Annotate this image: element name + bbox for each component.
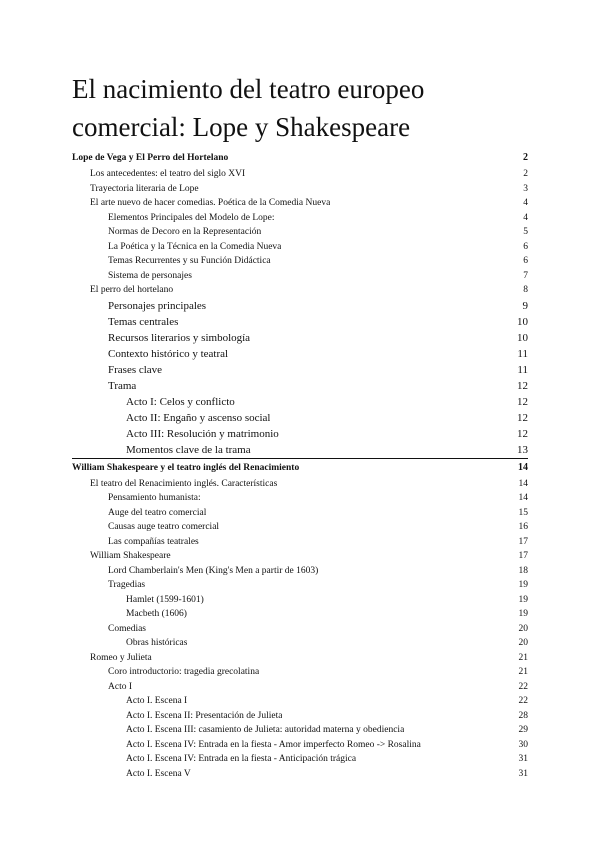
toc-entry[interactable] — [72, 665, 528, 680]
toc-entry-label: La Poética y la Técnica en la Comedia Nueva — [108, 241, 282, 252]
toc-entry-label: Normas de Decoro en la Representación — [108, 227, 262, 237]
toc-entry-label: Pensamiento humanista: — [108, 493, 201, 503]
toc-entry-label: Hamlet (1599-1601) — [126, 594, 204, 605]
toc-entry[interactable] — [72, 410, 528, 426]
toc-entry-label: Acto II: Engaño y ascenso social — [126, 411, 271, 424]
toc-entry[interactable] — [72, 578, 528, 593]
toc-entry-page-number: 20 — [518, 638, 528, 648]
toc-entry-label: Macbeth (1606) — [126, 609, 187, 619]
toc-entry-page-number: 31 — [518, 768, 528, 779]
toc-entry-label: Acto I. Escena I — [126, 696, 188, 706]
toc-entry[interactable] — [72, 564, 528, 579]
toc-entry-page-number: 9 — [522, 299, 528, 312]
toc-entry-label: Recursos literarios y simbología — [108, 331, 251, 344]
toc-entry-label: Temas Recurrentes y su Función Didáctica — [108, 256, 271, 266]
toc-entry-page-number: 6 — [523, 256, 528, 266]
toc-entry-page-number: 16 — [518, 522, 528, 532]
toc-entry-label: Comedias — [108, 623, 146, 634]
toc-entry-label: Acto III: Resolución y matrimonio — [126, 427, 279, 440]
toc-entry-label: Temas centrales — [108, 315, 179, 328]
toc-entry-label: Momentos clave de la trama — [126, 443, 251, 456]
toc-entry[interactable] — [72, 607, 528, 622]
toc-entry-page-number: 2 — [523, 169, 528, 179]
toc-entry[interactable] — [72, 269, 528, 284]
toc-entry[interactable] — [72, 298, 528, 314]
toc-entry[interactable] — [72, 225, 528, 240]
toc-entry-label: Trayectoria literaria de Lope — [90, 183, 199, 194]
toc-entry-page-number: 14 — [518, 493, 528, 503]
toc-entry-page-number: 28 — [518, 710, 528, 721]
toc-entry[interactable] — [72, 752, 528, 767]
toc-entry-label: Acto I — [108, 681, 133, 692]
toc-entry-page-number: 2 — [523, 152, 528, 163]
toc-entry-label: Acto I. Escena IV: Entrada en la fiesta - Anticipación trágica — [126, 754, 357, 764]
toc-entry-label: William Shakespeare y el teatro inglés del Renacimiento — [72, 462, 300, 473]
toc-entry-label: Acto I. Escena V — [126, 768, 191, 779]
toc-entry[interactable] — [72, 167, 528, 182]
toc-entry-page-number: 22 — [518, 681, 528, 692]
toc-entry-page-number: 8 — [523, 285, 528, 295]
toc-entry[interactable] — [72, 254, 528, 269]
toc-entry-page-number: 31 — [518, 754, 528, 764]
toc-entry-label: Las compañías teatrales — [108, 536, 199, 547]
toc-entry-label: Contexto histórico y teatral — [108, 347, 229, 360]
toc-entry[interactable] — [72, 491, 528, 506]
toc-entry[interactable] — [72, 477, 528, 492]
toc-entry[interactable] — [72, 182, 528, 197]
toc-entry-label: Obras históricas — [126, 638, 188, 648]
toc-entry-label: Acto I: Celos y conflicto — [126, 395, 235, 408]
toc-entry-label: El perro del hortelano — [90, 285, 174, 295]
toc-entry-page-number: 4 — [523, 212, 528, 223]
toc-entry-page-number: 11 — [517, 347, 528, 360]
toc-entry-label: Auge del teatro comercial — [108, 507, 207, 518]
toc-entry-page-number: 14 — [518, 461, 528, 473]
toc-entry-label: Elementos Principales del Modelo de Lope: — [108, 212, 275, 223]
toc-entry-page-number: 7 — [523, 270, 528, 281]
toc-entry-page-number: 17 — [518, 536, 528, 547]
toc-entry-label: Frases clave — [108, 363, 163, 376]
toc-entry-page-number: 12 — [517, 395, 528, 408]
toc-entry[interactable] — [72, 394, 528, 410]
toc-entry-label: Los antecedentes: el teatro del siglo XVI — [90, 169, 246, 179]
toc-entry-page-number: 19 — [518, 580, 528, 590]
toc-entry-page-number: 15 — [518, 507, 528, 518]
toc-entry[interactable] — [72, 283, 528, 298]
toc-entry[interactable] — [72, 738, 528, 753]
toc-entry[interactable] — [72, 651, 528, 666]
toc-entry[interactable] — [72, 378, 528, 394]
toc-entry[interactable] — [72, 535, 528, 550]
toc-entry-page-number: 19 — [518, 609, 528, 619]
table-of-contents — [72, 149, 528, 781]
toc-entry-label: Acto I. Escena IV: Entrada en la fiesta - Amor imperfecto Romeo -> Rosalina — [126, 739, 421, 750]
toc-entry-page-number: 6 — [523, 241, 528, 252]
toc-entry[interactable] — [72, 680, 528, 695]
toc-entry-label: Romeo y Julieta — [90, 652, 152, 663]
toc-entry-label: Trama — [108, 379, 137, 392]
toc-entry-label: Acto I. Escena III: casamiento de Julieta: autoridad materna y obediencia — [126, 725, 405, 735]
toc-entry-page-number: 13 — [517, 443, 528, 456]
toc-entry[interactable] — [72, 520, 528, 535]
toc-entry-page-number: 20 — [518, 623, 528, 634]
toc-entry[interactable] — [72, 636, 528, 651]
toc-entry-label: William Shakespeare — [90, 551, 171, 561]
toc-entry-label: Personajes principales — [108, 299, 207, 312]
toc-entry[interactable] — [72, 694, 528, 709]
toc-entry-page-number: 10 — [517, 315, 528, 328]
toc-entry[interactable] — [72, 240, 528, 255]
toc-entry-page-number: 29 — [518, 725, 528, 735]
toc-entry-label: Sistema de personajes — [108, 270, 192, 281]
toc-entry-page-number: 10 — [517, 331, 528, 344]
toc-entry[interactable] — [72, 426, 528, 442]
toc-entry-page-number: 21 — [518, 667, 528, 677]
toc-entry-page-number: 5 — [523, 227, 528, 237]
toc-entry-page-number: 12 — [517, 379, 528, 392]
document-title — [72, 70, 542, 146]
toc-entry-label: Lord Chamberlain's Men (King's Men a partir de 1603) — [108, 565, 319, 576]
toc-entry-label: El arte nuevo de hacer comedias. Poética de la Comedia Nueva — [90, 198, 331, 208]
toc-entry-page-number: 12 — [517, 427, 528, 440]
toc-entry-label: Acto I. Escena II: Presentación de Julieta — [126, 710, 283, 721]
toc-entry-label: Lope de Vega y El Perro del Hortelano — [72, 153, 229, 163]
toc-entry[interactable] — [72, 593, 528, 608]
title-line-2: comercial: Lope y Shakespeare — [72, 112, 411, 142]
toc-entry[interactable] — [72, 709, 528, 724]
toc-entry[interactable] — [72, 622, 528, 637]
toc-entry-page-number: 3 — [523, 183, 528, 194]
toc-entry-page-number: 21 — [518, 652, 528, 663]
toc-entry-label: El teatro del Renacimiento inglés. Características — [90, 478, 278, 489]
toc-entry[interactable] — [72, 330, 528, 346]
toc-entry-page-number: 22 — [518, 696, 528, 706]
toc-entry-label: Tragedias — [108, 580, 146, 590]
toc-entry-page-number: 30 — [518, 739, 528, 750]
toc-entry[interactable] — [72, 314, 528, 330]
toc-entry[interactable] — [72, 346, 528, 362]
toc-entry[interactable] — [72, 196, 528, 211]
toc-entry[interactable] — [72, 442, 528, 458]
toc-section-heading[interactable] — [72, 458, 528, 477]
toc-entry-label: Coro introductorio: tragedia grecolatina — [108, 667, 260, 677]
toc-entry-page-number: 18 — [518, 565, 528, 576]
toc-entry[interactable] — [72, 549, 528, 564]
toc-entry-page-number: 11 — [517, 363, 528, 376]
toc-entry-page-number: 19 — [518, 594, 528, 605]
toc-entry[interactable] — [72, 767, 528, 782]
toc-entry-page-number: 14 — [518, 478, 528, 489]
toc-entry[interactable] — [72, 211, 528, 226]
toc-entry-page-number: 12 — [517, 411, 528, 424]
title-line-1: El nacimiento del teatro europeo — [72, 74, 425, 104]
toc-entry-page-number: 17 — [518, 551, 528, 561]
toc-entry-page-number: 4 — [523, 198, 528, 208]
toc-entry[interactable] — [72, 362, 528, 378]
toc-section-heading[interactable] — [72, 149, 528, 167]
toc-entry[interactable] — [72, 723, 528, 738]
toc-entry[interactable] — [72, 506, 528, 521]
toc-entry-label: Causas auge teatro comercial — [108, 522, 220, 532]
